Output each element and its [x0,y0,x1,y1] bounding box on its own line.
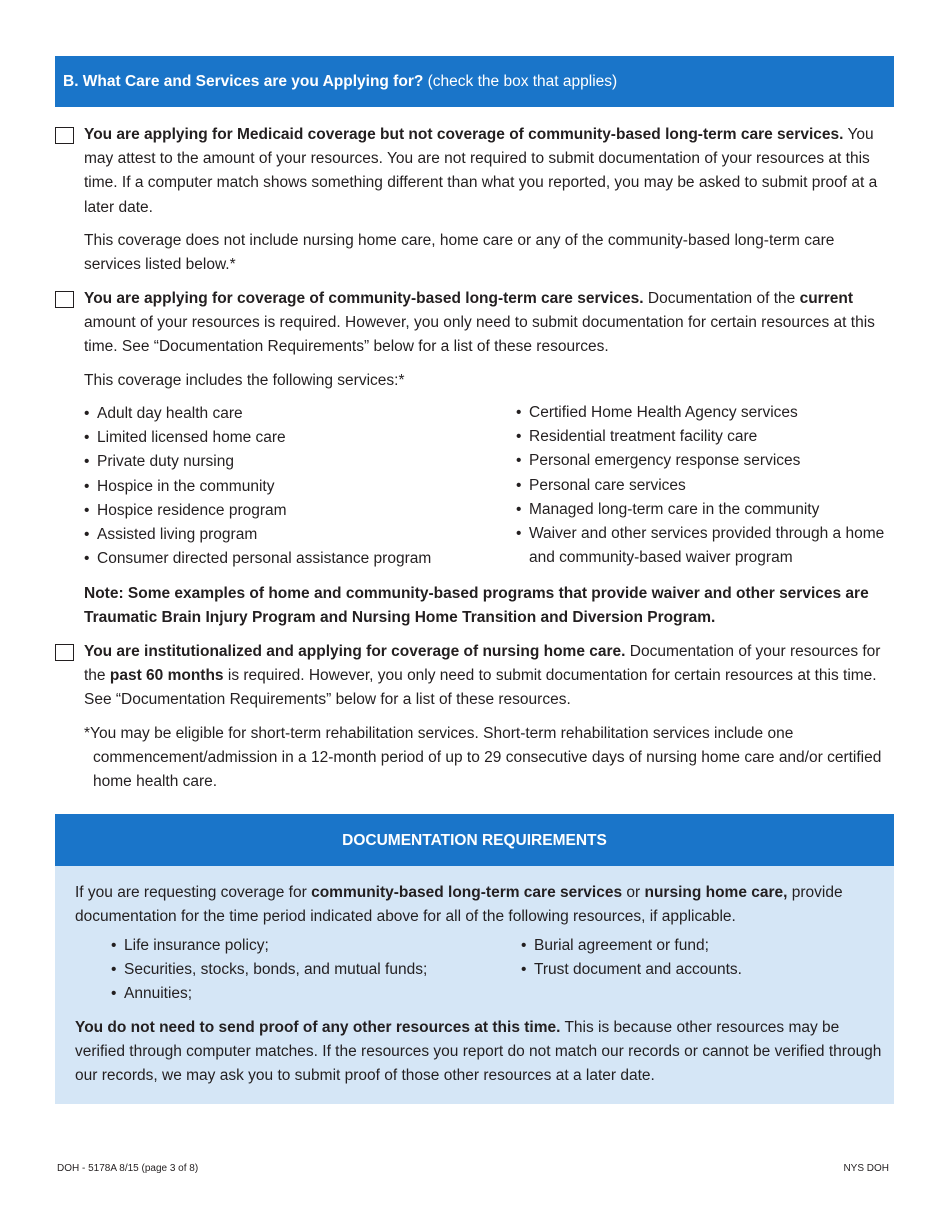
bullet-glyph: • [84,526,90,544]
bullet-glyph: • [84,453,90,471]
service-item [516,401,894,425]
services-left-column [84,402,504,571]
doc-intro-a: If you are requesting coverage for [75,884,312,901]
service-item-label: Adult day health care [97,405,243,422]
bullet-glyph: • [111,937,117,954]
option3-body-a: Documentation of your resources for the [84,643,881,685]
doc-resources-right [521,934,881,982]
option2-text [84,287,894,360]
doc-intro-bold2: nursing home care, [644,884,788,901]
doc-intro-bold1: community-based long-term care services [311,884,623,901]
option2-intro: This coverage includes the following services:* [84,371,405,389]
service-item [516,449,894,473]
service-item-label: Personal emergency response services [529,452,801,470]
bullet-glyph: • [516,500,522,518]
option1-text [84,123,894,220]
option-community-ltc [55,287,894,393]
footer-agency: NYS DOH [843,1163,889,1174]
resource-item [111,982,511,1006]
option3-months: past 60 months [109,667,224,685]
waiver-note-text: Note: Some examples of home and community-based programs that provide waiver and other services are Traumatic Brain Injury Program and Nursing Home Transition and Diversion Program. [84,585,869,627]
service-item-label: Private duty nursing [97,453,234,471]
doc-intro-b: or [622,884,645,901]
resource-item [521,958,881,982]
option2-current: current [799,290,853,307]
service-item [84,426,504,450]
service-item-label: Waiver and other services provided through a home and community-based waiver program [529,525,885,567]
doc-closing [75,1016,885,1089]
option2-body-a: Documentation of the [643,290,800,307]
doc-closing-bold: You do not need to send proof of any other resources at this time. [75,1019,561,1036]
service-item-label: Managed long-term care in the community [529,500,820,518]
service-item-label: Hospice residence program [97,501,287,519]
option3-bold: You are institutionalized and applying for coverage of nursing home care. [84,643,626,660]
bullet-glyph: • [521,937,527,954]
service-item-label: Assisted living program [97,526,258,544]
checkbox-medicaid-only[interactable] [55,127,74,144]
checkbox-nursing-home[interactable] [55,644,74,661]
service-item [84,450,504,474]
option3-text [84,640,894,713]
service-item [84,475,504,499]
service-item-label: Residential treatment facility care [529,428,758,446]
service-item [516,498,894,522]
service-item-label: Hospice in the community [97,477,275,495]
doc-closing-text: This is because other resources may be verified through computer matches. If the resources you report do not match our records or cannot be verified through our records, we may ask you to submit proof of those other resources at a later date. [75,1019,882,1085]
service-item [516,474,894,498]
resource-item [111,958,511,982]
service-item-label: Personal care services [529,476,686,494]
section-b-title: B. What Care and Services are you Applying for? [63,73,424,90]
bullet-glyph: • [516,476,522,494]
bullet-glyph: • [111,985,117,1003]
service-item [516,522,894,570]
service-item-label: Limited licensed home care [97,429,286,447]
resource-item-label: Life insurance policy; [124,937,269,954]
bullet-glyph: • [516,428,522,446]
doc-intro [75,881,885,929]
service-item-label: Certified Home Health Agency services [529,404,798,421]
option1-body: You may attest to the amount of your resources. You are not required to submit documentation of your resources at this time. If a computer match shows something different than what you reported, you may be asked to submit proof at a later date. [84,126,878,216]
resource-item-label: Annuities; [124,985,193,1003]
doc-intro-c: provide documentation for the time period indicated above for all of the following resources, if applicable. [75,884,843,926]
resource-item [521,934,881,958]
bullet-glyph: • [84,477,90,495]
section-b-note: (check the box that applies) [423,73,618,90]
rehab-footnote: *You may be eligible for short-term rehabilitation services. Short-term rehabilitation services include one commencement/admission in a 12-month period of up to 29 consecutive days of nursing home care and/or certified home health care. [84,725,882,791]
waiver-note [84,582,894,630]
option1-para2: This coverage does not include nursing home care, home care or any of the community-based long-term care services listed below.* [84,231,835,274]
bullet-glyph: • [516,404,522,421]
resource-item-label: Securities, stocks, bonds, and mutual funds; [124,961,428,979]
bullet-glyph: • [111,961,117,979]
option3-body-b: is required. However, you only need to submit documentation for certain resources at this time. See “Documentation Requirements” below for a list of these resources. [84,667,877,709]
footer-form-id: DOH - 5178A 8/15 (page 3 of 8) [57,1163,199,1174]
bullet-glyph: • [84,405,90,422]
checkbox-community-ltc[interactable] [55,291,74,308]
doc-requirements-header: DOCUMENTATION REQUIREMENTS [55,814,894,866]
service-item [84,523,504,547]
bullet-glyph: • [516,452,522,470]
service-item [84,547,504,571]
service-item [84,402,504,426]
bullet-glyph: • [521,961,527,979]
option2-body-b: amount of your resources is required. However, you only need to submit documentation for certain resources at this time. See “Documentation Requirements” below for a list of these resources. [84,314,875,356]
option1-bold: You are applying for Medicaid coverage but not coverage of community-based long-term care services. [84,126,844,143]
option-medicaid-only [55,123,894,277]
option2-bold: You are applying for coverage of community-based long-term care services. [84,290,644,307]
resource-item [111,934,511,958]
service-item [516,425,894,449]
bullet-glyph: • [84,501,90,519]
bullet-glyph: • [84,550,90,568]
service-item [84,499,504,523]
doc-resources-left [111,934,511,1007]
option-nursing-home [55,640,894,713]
resource-item-label: Burial agreement or fund; [534,937,709,954]
bullet-glyph: • [516,525,522,543]
service-item-label: Consumer directed personal assistance program [97,550,432,568]
resource-item-label: Trust document and accounts. [534,961,742,979]
doc-requirements-panel [55,866,894,1104]
bullet-glyph: • [84,429,90,447]
services-right-column [516,401,894,570]
section-b-header [55,56,894,107]
